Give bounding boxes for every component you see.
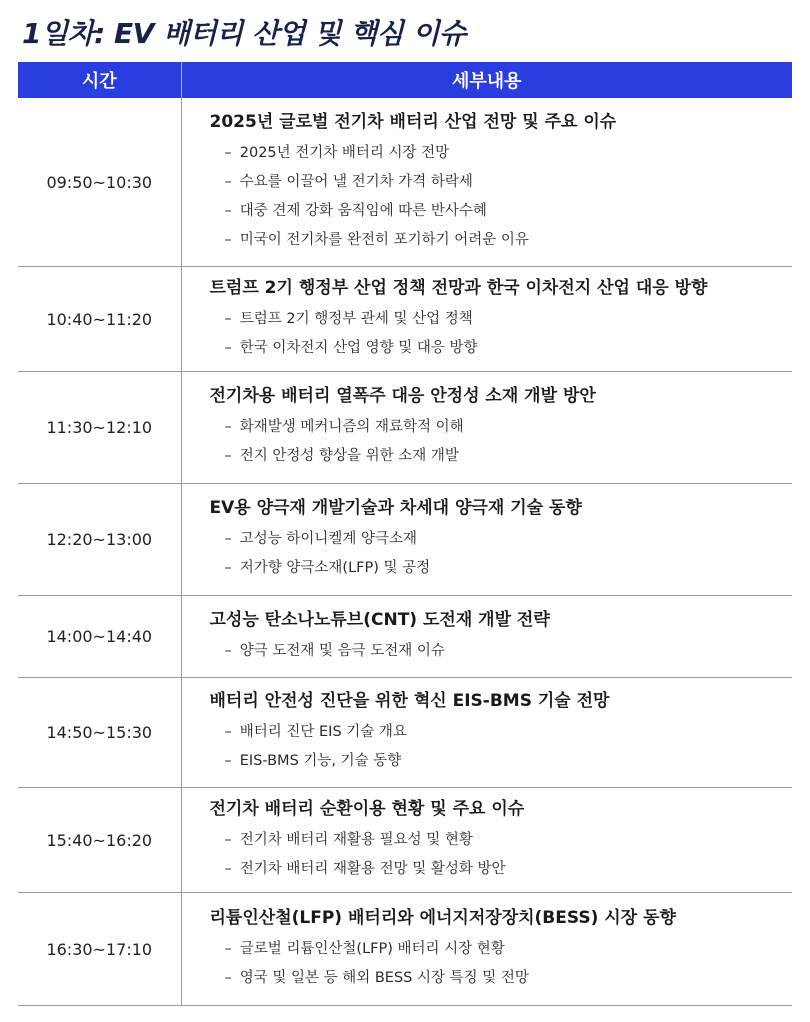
session-details <box>181 372 792 484</box>
session-time: 16:30~17:10 <box>18 893 181 1006</box>
table-row <box>18 788 792 893</box>
session-details <box>181 484 792 596</box>
topic-text: 2025년 전기차 배터리 시장 전망 <box>239 144 450 161</box>
session-topic-list <box>210 305 793 363</box>
session-topic-list <box>210 935 793 993</box>
session-details <box>181 788 792 893</box>
dash-bullet: – <box>224 202 232 219</box>
session-title: 전기차 배터리 순환이용 현황 및 주요 이슈 <box>209 798 525 819</box>
list-item <box>210 197 793 226</box>
page-title: 1일차: EV 배터리 산업 및 핵심 이슈 <box>22 17 466 50</box>
list-item <box>210 935 793 964</box>
schedule-table <box>18 62 792 1006</box>
dash-bullet: – <box>224 642 232 659</box>
list-item <box>210 855 793 884</box>
session-details <box>181 267 792 372</box>
session-topic-list <box>210 826 793 884</box>
session-time: 11:30~12:10 <box>18 372 181 484</box>
dash-bullet: – <box>224 448 232 464</box>
topic-text: 글로벌 리튬인산철(LFP) 배터리 시장 현황 <box>239 940 505 957</box>
dash-bullet: – <box>224 339 232 356</box>
session-title: EV용 양극재 개발기술과 차세대 양극재 기술 동향 <box>209 498 582 518</box>
topic-text: 양극 도전재 및 음극 도전재 이슈 <box>239 642 445 659</box>
list-item <box>210 747 793 776</box>
list-item <box>210 554 793 583</box>
session-title: 전기차용 배터리 열폭주 대응 안정성 소재 개발 방안 <box>209 386 596 406</box>
list-item <box>210 826 793 855</box>
session-time: 14:00~14:40 <box>18 596 181 678</box>
list-item <box>210 168 793 197</box>
topic-text: 배터리 진단 EIS 기술 개요 <box>239 724 407 740</box>
session-details <box>181 893 792 1006</box>
session-topic-list <box>210 413 793 471</box>
dash-bullet: – <box>224 753 232 769</box>
session-topic-list <box>210 525 793 583</box>
dash-bullet: – <box>224 560 232 576</box>
list-item <box>210 139 793 168</box>
dash-bullet: – <box>224 419 232 435</box>
topic-text: EIS-BMS 기능, 기술 동향 <box>239 753 402 769</box>
dash-bullet: – <box>224 969 232 986</box>
topic-text: 대중 견제 강화 움직임에 따른 반사수혜 <box>239 202 487 219</box>
session-time: 14:50~15:30 <box>18 678 181 788</box>
list-item <box>210 413 793 442</box>
list-item <box>210 525 793 554</box>
list-item <box>210 718 793 747</box>
dash-bullet: – <box>224 860 232 877</box>
table-row <box>18 596 792 678</box>
table-header-row <box>18 62 792 98</box>
topic-text: 전지 안정성 향상을 위한 소재 개발 <box>239 448 459 464</box>
dash-bullet: – <box>224 940 232 957</box>
session-topic-list <box>210 139 793 255</box>
table-row <box>18 372 792 484</box>
session-title: 배터리 안전성 진단을 위한 혁신 EIS-BMS 기술 전망 <box>209 691 610 711</box>
dash-bullet: – <box>224 144 232 161</box>
list-item <box>210 964 793 993</box>
dash-bullet: – <box>224 724 232 740</box>
topic-text: 전기차 배터리 재활용 필요성 및 현황 <box>239 831 473 848</box>
session-details <box>181 98 792 267</box>
list-item <box>210 334 793 363</box>
topic-text: 미국이 전기차를 완전히 포기하기 어려운 이유 <box>239 231 529 248</box>
topic-text: 한국 이차전지 산업 영향 및 대응 방향 <box>239 339 478 356</box>
session-title: 리튬인산철(LFP) 배터리와 에너지저장장치(BESS) 시장 동향 <box>209 907 676 928</box>
dash-bullet: – <box>224 531 232 547</box>
topic-text: 트럼프 2기 행정부 관세 및 산업 정책 <box>239 310 473 327</box>
session-title: 2025년 글로벌 전기차 배터리 산업 전망 및 주요 이슈 <box>209 111 617 132</box>
table-row <box>18 893 792 1006</box>
list-item <box>210 305 793 334</box>
dash-bullet: – <box>224 173 232 190</box>
list-item <box>210 442 793 471</box>
session-time: 10:40~11:20 <box>18 267 181 372</box>
topic-text: 고성능 하이니켈계 양극소재 <box>239 531 418 547</box>
header-details: 세부내용 <box>181 62 792 98</box>
session-time: 09:50~10:30 <box>18 98 181 267</box>
table-row <box>18 678 792 788</box>
dash-bullet: – <box>224 310 232 327</box>
session-time: 12:20~13:00 <box>18 484 181 596</box>
table-row <box>18 267 792 372</box>
session-details <box>181 596 792 678</box>
list-item <box>210 637 793 666</box>
session-title: 고성능 탄소나노튜브(CNT) 도전재 개발 전략 <box>209 609 550 630</box>
topic-text: 영국 및 일본 등 해외 BESS 시장 특징 및 전망 <box>239 969 529 986</box>
topic-text: 저가향 양극소재(LFP) 및 공정 <box>239 560 431 576</box>
header-time: 시간 <box>18 62 181 98</box>
dash-bullet: – <box>224 831 232 848</box>
table-row <box>18 98 792 267</box>
dash-bullet: – <box>224 231 232 248</box>
topic-text: 수요를 이끌어 낼 전기차 가격 하락세 <box>239 173 473 190</box>
table-row <box>18 484 792 596</box>
session-title: 트럼프 2기 행정부 산업 정책 전망과 한국 이차전지 산업 대응 방향 <box>209 277 708 298</box>
list-item <box>210 226 793 255</box>
topic-text: 전기차 배터리 재활용 전망 및 활성화 방안 <box>239 860 506 877</box>
session-topic-list <box>210 637 793 666</box>
session-details <box>181 678 792 788</box>
session-topic-list <box>210 718 793 776</box>
session-time: 15:40~16:20 <box>18 788 181 893</box>
topic-text: 화재발생 메커니즘의 재료학적 이해 <box>239 419 464 435</box>
